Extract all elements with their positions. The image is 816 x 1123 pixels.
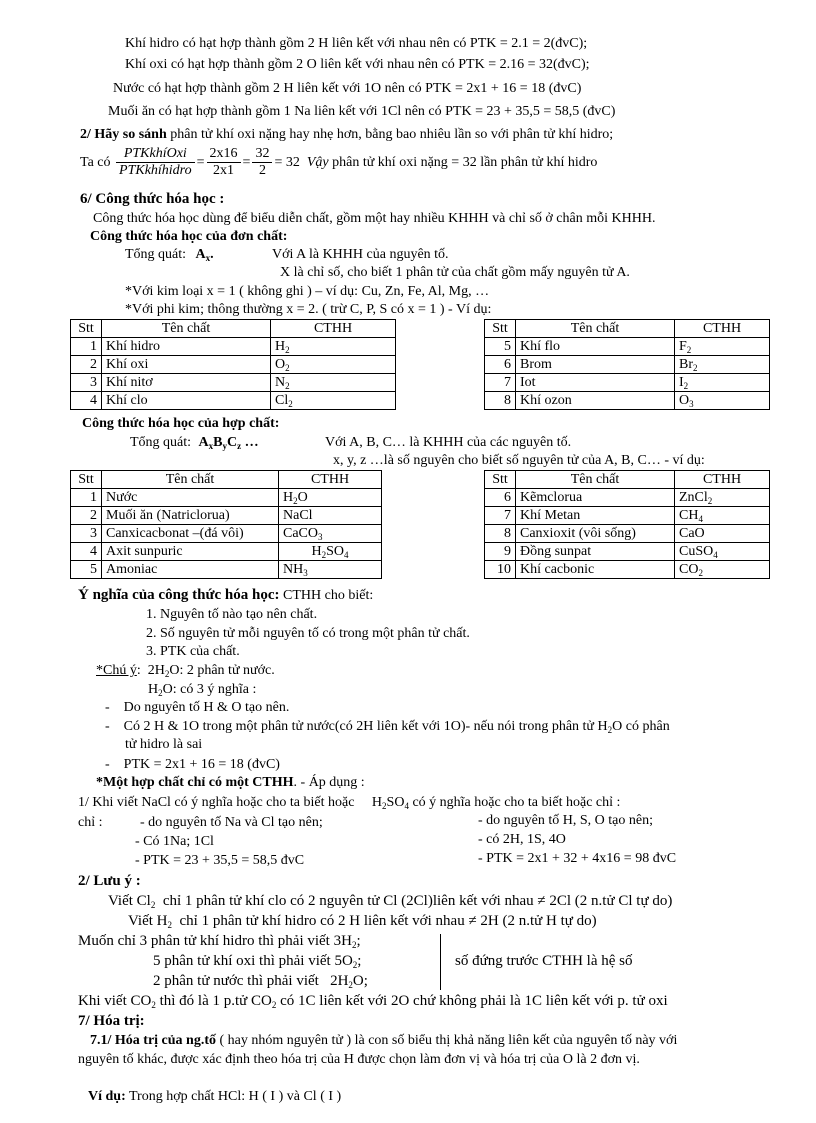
table-row: 5 Khí flo $F_2$ [485, 338, 770, 356]
intro-line-1: Khí hidro có hạt hợp thành gồm 2 H liên kết với nhau nên có PTK = 2.1 = 2(đvC); [125, 36, 588, 51]
table-header-row [71, 320, 396, 338]
table-hop-chat-left [70, 470, 382, 579]
mot-hop-chat-line [96, 774, 365, 792]
hop-chat-tq-label: Tổng quát: [130, 435, 192, 450]
table-header-row: Stt Tên chất CTHH [71, 471, 382, 489]
table-row: 6 Kẽmclorua ZnCl$_2$ [485, 489, 770, 507]
h2so4-meaning-1: - do nguyên tố H, S, O tạo nên; [478, 813, 653, 828]
table-row: 1 Nước $H_2O$ [71, 489, 382, 507]
chu-y-label: *Chú ý [96, 663, 137, 678]
y-nghia-heading [78, 586, 373, 605]
vi-du-label: Ví dụ: [88, 1089, 126, 1104]
table-don-chat-left [70, 319, 396, 410]
table-row: 4 Axit sunpuric $H_2SO_4$ [71, 543, 382, 561]
nacl-meaning-1: - do nguyên tố Na và Cl tạo nên; [140, 815, 323, 830]
hoa-tri-line-1: 7.1/ Hóa trị của ng.tố ( hay nhóm nguyên tử ) là con số biểu thị khả năng liên kết của nguyên tố này với [90, 1033, 678, 1048]
nacl-meaning-3: - PTK = 23 + 35,5 = 58,5 đvC [135, 853, 305, 868]
kim-loai-note: *Với kim loại x = 1 ( không ghi ) – ví dụ: Cu, Zn, Fe, Al, Mg, … [125, 284, 490, 299]
ax-letter: A [195, 247, 206, 262]
hoa-tri-line-2: nguyên tố khác, được xác định theo hóa trị của H được chọn làm đơn vị và hóa trị của O là 2 đơn vị. [78, 1052, 640, 1067]
tong-quat-label: Tổng quát: [125, 247, 187, 262]
table-row: 2 Khí oxi $O_2$ [71, 356, 396, 374]
table-row: 3 Khí nitơ $N_2$ [71, 374, 396, 392]
q2-taco: Ta có [80, 155, 111, 170]
dash-3: - PTK = 2x1 + 16 = 18 (đvC) [105, 757, 280, 772]
frac3-num: 32 [252, 146, 272, 163]
fraction-values [207, 146, 241, 179]
h2so4-meaning-2: - có 2H, 1S, 4O [478, 832, 566, 847]
phi-kim-note: *Với phi kim; thông thường x = 2. ( trừ C, P, S có x = 1 ) - Ví dụ: [125, 302, 492, 317]
ap-dung-line: 1/ Khi viết NaCl có ý nghĩa hoặc cho ta biết hoặc $H_2SO_4$ có ý nghĩa hoặc cho ta biết hoặc chỉ : [78, 795, 621, 811]
q2-conclusion: phân tử khí oxi nặng = 32 lần phân tử khí hidro [332, 155, 598, 170]
fraction-result [252, 146, 272, 179]
table-row: 7 Khí Metan $CH_4$ [485, 507, 770, 525]
frac3-den: 2 [258, 163, 266, 179]
table-row: 2 Muối ăn (Natriclorua) NaCl [71, 507, 382, 525]
vi-du-text: Trong hợp chất HCl: H ( I ) và Cl ( I ) [128, 1089, 342, 1104]
q2-label: 2/ Hãy so sánh [80, 127, 167, 142]
section-6-desc: Công thức hóa học dùng để biểu diễn chất, gồm một hay nhiều KHHH và chỉ số ở chân mỗi KHHH. [93, 211, 656, 226]
table-row: 3 Canxicacbonat –(đá vôi) CaCO$_3$ [71, 525, 382, 543]
table-header-row: Stt Tên chất CTHH [485, 471, 770, 489]
ax-desc-2: X là chỉ số, cho biết 1 phân tử của chất gồm mấy nguyên tử A. [280, 265, 630, 280]
frac1-den: PTKkhíhidro [119, 163, 192, 179]
ax-desc-1: Với A là KHHH của nguyên tố. [272, 247, 449, 262]
luu-y-line-3: Muốn chỉ 3 phân tử khí hidro thì phải viết $3H_2$; [78, 933, 361, 950]
hop-chat-formula: $A_xB_yC_z$ … [198, 435, 259, 451]
chu-y-text: 2 phân tử nước. [186, 663, 275, 678]
dash-2-cont: tử hidro là sai [125, 737, 203, 752]
table-row: 8 Canxioxit (vôi sống) CaO [485, 525, 770, 543]
mot-hop-chat-title: *Một hợp chất chỉ có một CTHH [96, 775, 294, 790]
q2-equation: Ta có $\frac{\text{PTKkhíOxi}}{\text{PTKkhíhidro}}$ = $\frac{2x16}{2x1}$ = $\frac{32}{2}$ = 32 Vậy phân tử khí oxi nặng = 32 lần phân tử khí hidro [80, 146, 598, 179]
intro-line-2: Khí oxi có hạt hợp thành gồm 2 O liên kết với nhau nên có PTK = 2.16 = 32(đvC); [125, 57, 590, 72]
y-nghia-title: Ý nghĩa của công thức hóa học: [78, 587, 280, 603]
table-row: 8 Khí ozon $O_3$ [485, 392, 770, 410]
chu-y-line: *Chú ý: $2H_2O$: 2 phân tử nước. [96, 663, 275, 679]
table-don-chat-right [484, 319, 770, 410]
table-row: 7 Iot $I_2$ [485, 374, 770, 392]
table-row: 5 Amoniac $NH_3$ [71, 561, 382, 579]
don-chat-title: Công thức hóa học của đơn chất: [90, 229, 288, 244]
luu-y-title: 2/ Lưu ý : [78, 873, 141, 889]
table-header-row: Stt Tên chất CTHH [485, 320, 770, 338]
q2-vay: Vậy [306, 155, 329, 170]
hop-chat-tong-quat [130, 434, 259, 452]
ax-sub: x [205, 253, 211, 263]
table-row: 6 Brom $Br_2$ [485, 356, 770, 374]
h2o-line: $H_2O$: có 3 ý nghĩa : [148, 682, 257, 698]
luu-y-line-2: Viết $H_2$ chỉ 1 phân tử khí hidro có 2 H liên kết với nhau ≠ 2H (2 n.tử H tự do) [128, 913, 597, 930]
q2-line [80, 126, 613, 144]
hop-chat-desc-2: x, y, z …là số nguyên cho biết số nguyên tử của A, B, C… - ví dụ: [333, 453, 705, 468]
luu-y-line-4: 5 phân tử khí oxi thì phải viết $5O_2$; [153, 953, 362, 970]
q2-result: = 32 [274, 155, 300, 170]
luu-y-line-1: Viết $Cl_2$ chỉ 1 phân tử khí clo có 2 nguyên tử Cl (2Cl)liên kết với nhau ≠ 2Cl (2 n.tử Cl tự do) [108, 893, 673, 910]
hop-chat-title: Công thức hóa học của hợp chất: [82, 416, 280, 431]
table-row: 4 Khí clo $Cl_2$ [71, 392, 396, 410]
luu-y-line-5: 2 phân tử nước thì phải viết $2H_2O$; [153, 973, 368, 990]
intro-line-3: Nước có hạt hợp thành gồm 2 H liên kết với 1O nên có PTK = 2x1 + 16 = 18 (đvC) [113, 81, 582, 96]
luu-y-line-6: Khi viết $CO_2$ thì đó là 1 p.tử $CO_2$ có 1C liên kết với 2O chứ không phải là 1C liên kết với p. tử oxi [78, 993, 668, 1010]
intro-line-4: Muối ăn có hạt hợp thành gồm 1 Na liên kết với 1Cl nên có PTK = 23 + 35,5 = 58,5 (đvC) [108, 104, 616, 119]
mot-hop-chat-tail: . - Áp dụng : [293, 775, 365, 790]
header-cthh: CTHH [271, 320, 396, 338]
frac2-num: 2x16 [207, 146, 241, 163]
y-nghia-item-3: 3. PTK của chất. [146, 644, 240, 659]
y-nghia-item-1: 1. Nguyên tố nào tạo nên chất. [146, 607, 318, 622]
h2o-text: có 3 ý nghĩa : [180, 682, 257, 697]
brace-divider [440, 934, 441, 990]
y-nghia-title-tail: CTHH cho biết: [283, 588, 374, 603]
header-stt: Stt [71, 320, 102, 338]
frac1-num: PTKkhíOxi [116, 146, 195, 163]
fraction-ptk [116, 146, 195, 179]
h2so4-meaning-3: - PTK = 2x1 + 32 + 4x16 = 98 đvC [478, 851, 677, 866]
table-hop-chat-right [484, 470, 770, 579]
y-nghia-item-2: 2. Số nguyên tử mỗi nguyên tố có trong một phân tử chất. [146, 626, 470, 641]
dash-1: - Do nguyên tố H & O tạo nên. [105, 700, 290, 715]
table-row: 10 Khí cacbonic $CO_2$ [485, 561, 770, 579]
q2-text: phân tử khí oxi nặng hay nhẹ hơn, bằng bao nhiêu lần so với phân tử khí hidro; [170, 127, 614, 142]
hop-chat-desc-1: Với A, B, C… là KHHH của các nguyên tố. [325, 435, 572, 450]
hoa-tri-title: 7/ Hóa trị: [78, 1013, 145, 1029]
vi-du-line [88, 1088, 341, 1106]
section-6-title: 6/ Công thức hóa học : [80, 191, 225, 207]
frac2-den: 2x1 [213, 163, 235, 179]
dash-2: - Có 2 H & 1O trong một phân tử nước(có 2H liên kết với 1O)- nếu nói trong phân tử $H_2O$ có phân [105, 719, 670, 735]
chi-label: chỉ : [78, 815, 103, 830]
header-ten-chat: Tên chất [102, 320, 271, 338]
table-row: 9 Đồng sunpat CuSO$_4$ [485, 543, 770, 561]
hoa-tri-sub-title: 7.1/ Hóa trị của ng.tố [90, 1033, 216, 1048]
nacl-meaning-2: - Có 1Na; 1Cl [135, 834, 214, 849]
he-so-note: số đứng trước CTHH là hệ số [455, 953, 633, 969]
don-chat-tong-quat: Tổng quát: $A_x$. [125, 247, 214, 263]
table-row: 1 Khí hidro $H_2$ [71, 338, 396, 356]
